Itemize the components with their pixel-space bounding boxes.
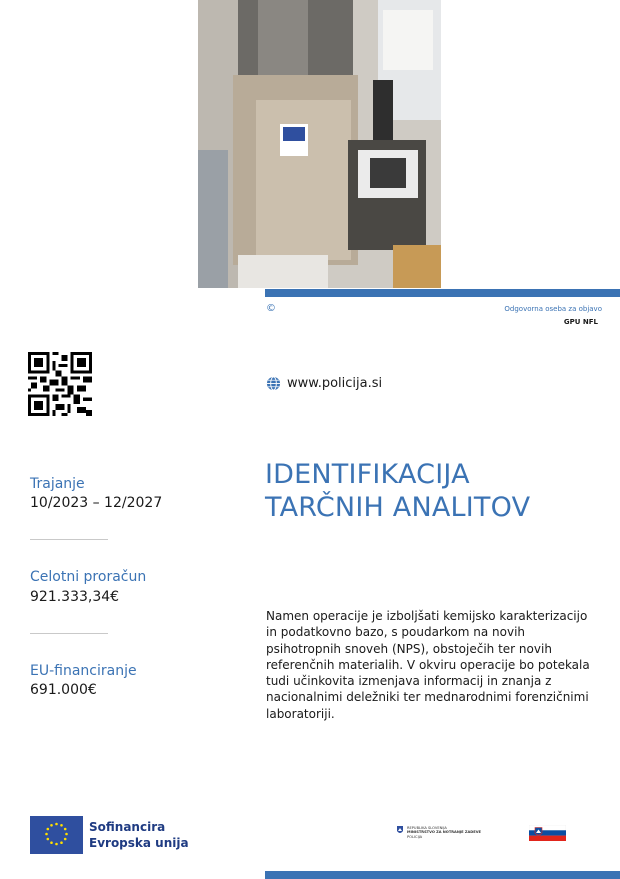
ministry-line-1: REPUBLIKA SLOVENIJA: [407, 826, 447, 830]
ministry-text: [407, 826, 481, 839]
copyright-mark: ©: [266, 303, 276, 314]
ministry-line-2: MINISTRSTVO ZA NOTRANJE ZADEVE: [407, 830, 481, 835]
qr-code[interactable]: [28, 352, 92, 416]
responsible-person-label: Odgovorna oseba za objavo: [504, 305, 602, 313]
page-title: [265, 458, 530, 524]
ministry-logo: [397, 826, 481, 839]
eu-cofinancing-text: [89, 820, 189, 851]
qr-code-icon: [28, 352, 92, 416]
duration-label: Trajanje: [30, 476, 85, 492]
ministry-line-3: POLICIJA: [407, 834, 423, 839]
divider: [30, 633, 108, 634]
website-url: www.policija.si: [287, 376, 383, 391]
eu-funding-value: 691.000€: [30, 682, 97, 698]
slovenia-flag-icon: [529, 825, 566, 841]
instrument-illustration: [198, 0, 441, 288]
duration-value: 10/2023 – 12/2027: [30, 495, 163, 511]
top-accent-bar: [265, 289, 620, 297]
eu-text-line-2: Evropska unija: [89, 835, 189, 850]
title-line-1: IDENTIFIKACIJA: [265, 459, 470, 490]
website-link[interactable]: [266, 376, 382, 391]
eu-text-line-1: Sofinancira: [89, 820, 166, 834]
responsible-person-value: GPU NFL: [563, 318, 598, 326]
divider: [30, 539, 108, 540]
eu-flag-icon: [30, 816, 83, 854]
budget-label: Celotni proračun: [30, 569, 147, 585]
eu-funding-label: EU-financiranje: [30, 663, 137, 679]
bottom-accent-bar: [265, 871, 620, 879]
budget-value: 921.333,34€: [30, 589, 120, 605]
title-line-2: TARČNIH ANALITOV: [265, 492, 531, 523]
coat-of-arms-icon: [397, 826, 403, 835]
instrument-photo: [198, 0, 441, 288]
description-text: Namen operacije je izboljšati kemijsko karakterizacijo in podatkovno bazo, s poudarkom na novih psihotropnih snoveh (NPS), obstoječih ter novih referenčnih materialih. V okviru operacije bo potekala tudi učinkovita izmenjava informacij in znanja z nacionalnimi deležniki ter mednarodnimi forenzičnimi laboratoriji.: [266, 609, 590, 721]
globe-icon: [266, 376, 281, 391]
